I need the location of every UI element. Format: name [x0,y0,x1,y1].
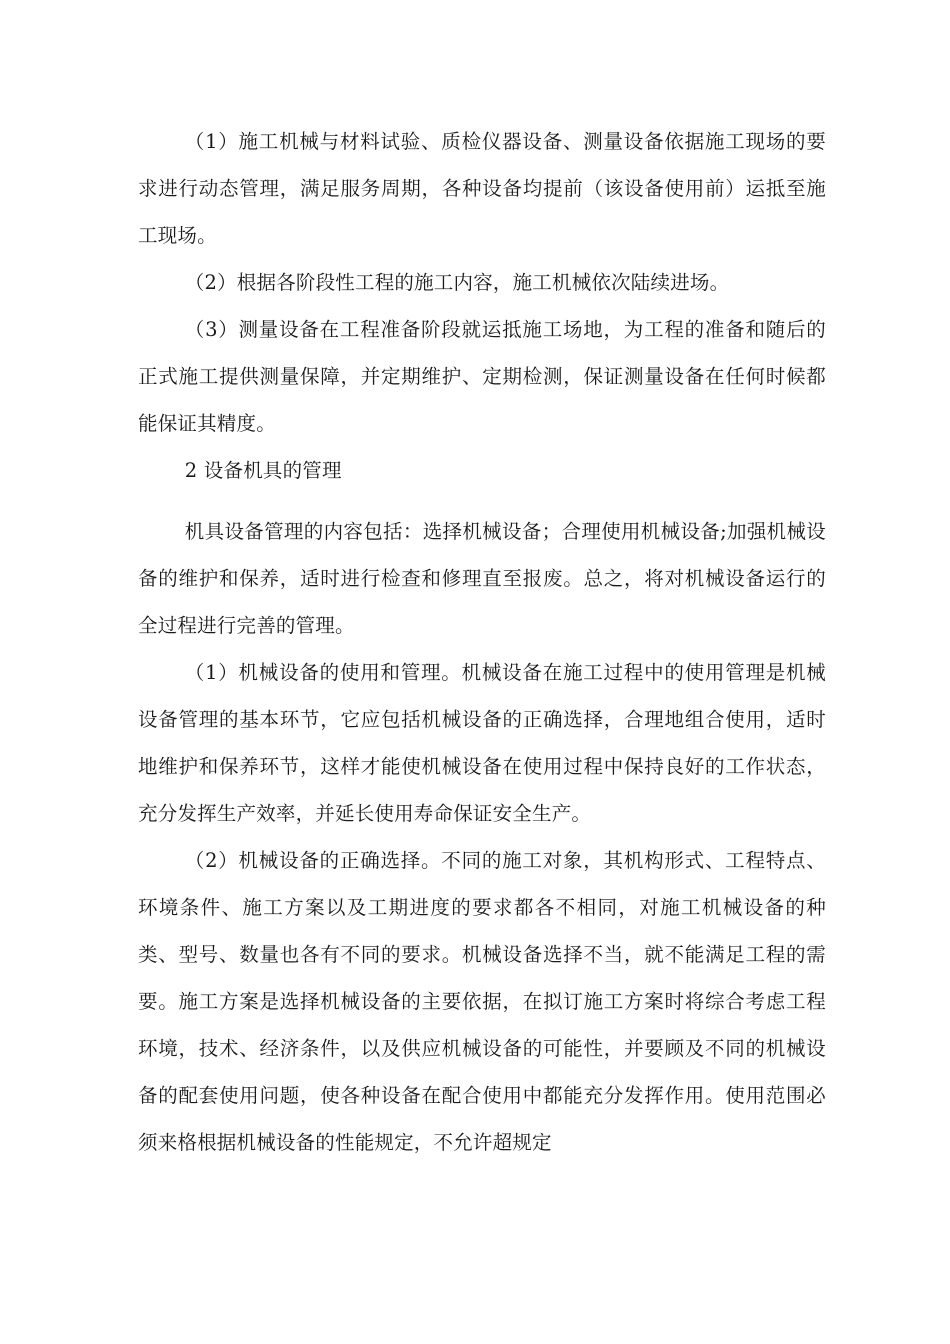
paragraph-machinery-entry: （2）根据各阶段性工程的施工内容，施工机械依次陆续进场。 [184,271,730,294]
paragraph-management-content: 机具设备管理的内容包括：选择机械设备；合理使用机械设备;加强机械设备的维护和保养，适时进行检查和修理直至报废。总之，将对机械设备运行的全过程进行完善的管理。 [138,520,826,637]
document-page [138,118,826,1166]
section-heading-equipment-management: 2 设备机具的管理 [184,459,342,482]
paragraph-use-and-management: （1）机械设备的使用和管理。机械设备在施工过程中的使用管理是机械设备管理的基本环节，它应包括机械设备的正确选择，合理地组合使用，适时地维护和保养环节，这样才能使机械设备在使用过程中保持良好的工作状态，充分发挥生产效率，并延长使用寿命保证安全生产。 [138,661,826,825]
paragraph-correct-selection: （2）机械设备的正确选择。不同的施工对象，其机构形式、工程特点、环境条件、施工方案以及工期进度的要求都各不相同，对施工机械设备的种类、型号、数量也各有不同的要求。机械设备选择不当，就不能满足工程的需要。施工方案是选择机械设备的主要依据，在拟订施工方案时将综合考虑工程环境，技术、经济条件，以及供应机械设备的可能性，并要顾及不同的机械设备的配套使用问题，使各种设备在配合使用中都能充分发挥作用。使用范围必须来格根据机械设备的性能规定，不允许超规定 [138,849,826,1154]
paragraph-survey-equipment: （3）测量设备在工程准备阶段就运抵施工场地，为工程的准备和随后的正式施工提供测量保障，并定期维护、定期检测，保证测量设备在任何时候都能保证其精度。 [138,318,826,435]
paragraph-equipment-dynamic-management: （1）施工机械与材料试验、质检仪器设备、测量设备依据施工现场的要求进行动态管理，满足服务周期，各种设备均提前（该设备使用前）运抵至施工现场。 [138,130,826,247]
